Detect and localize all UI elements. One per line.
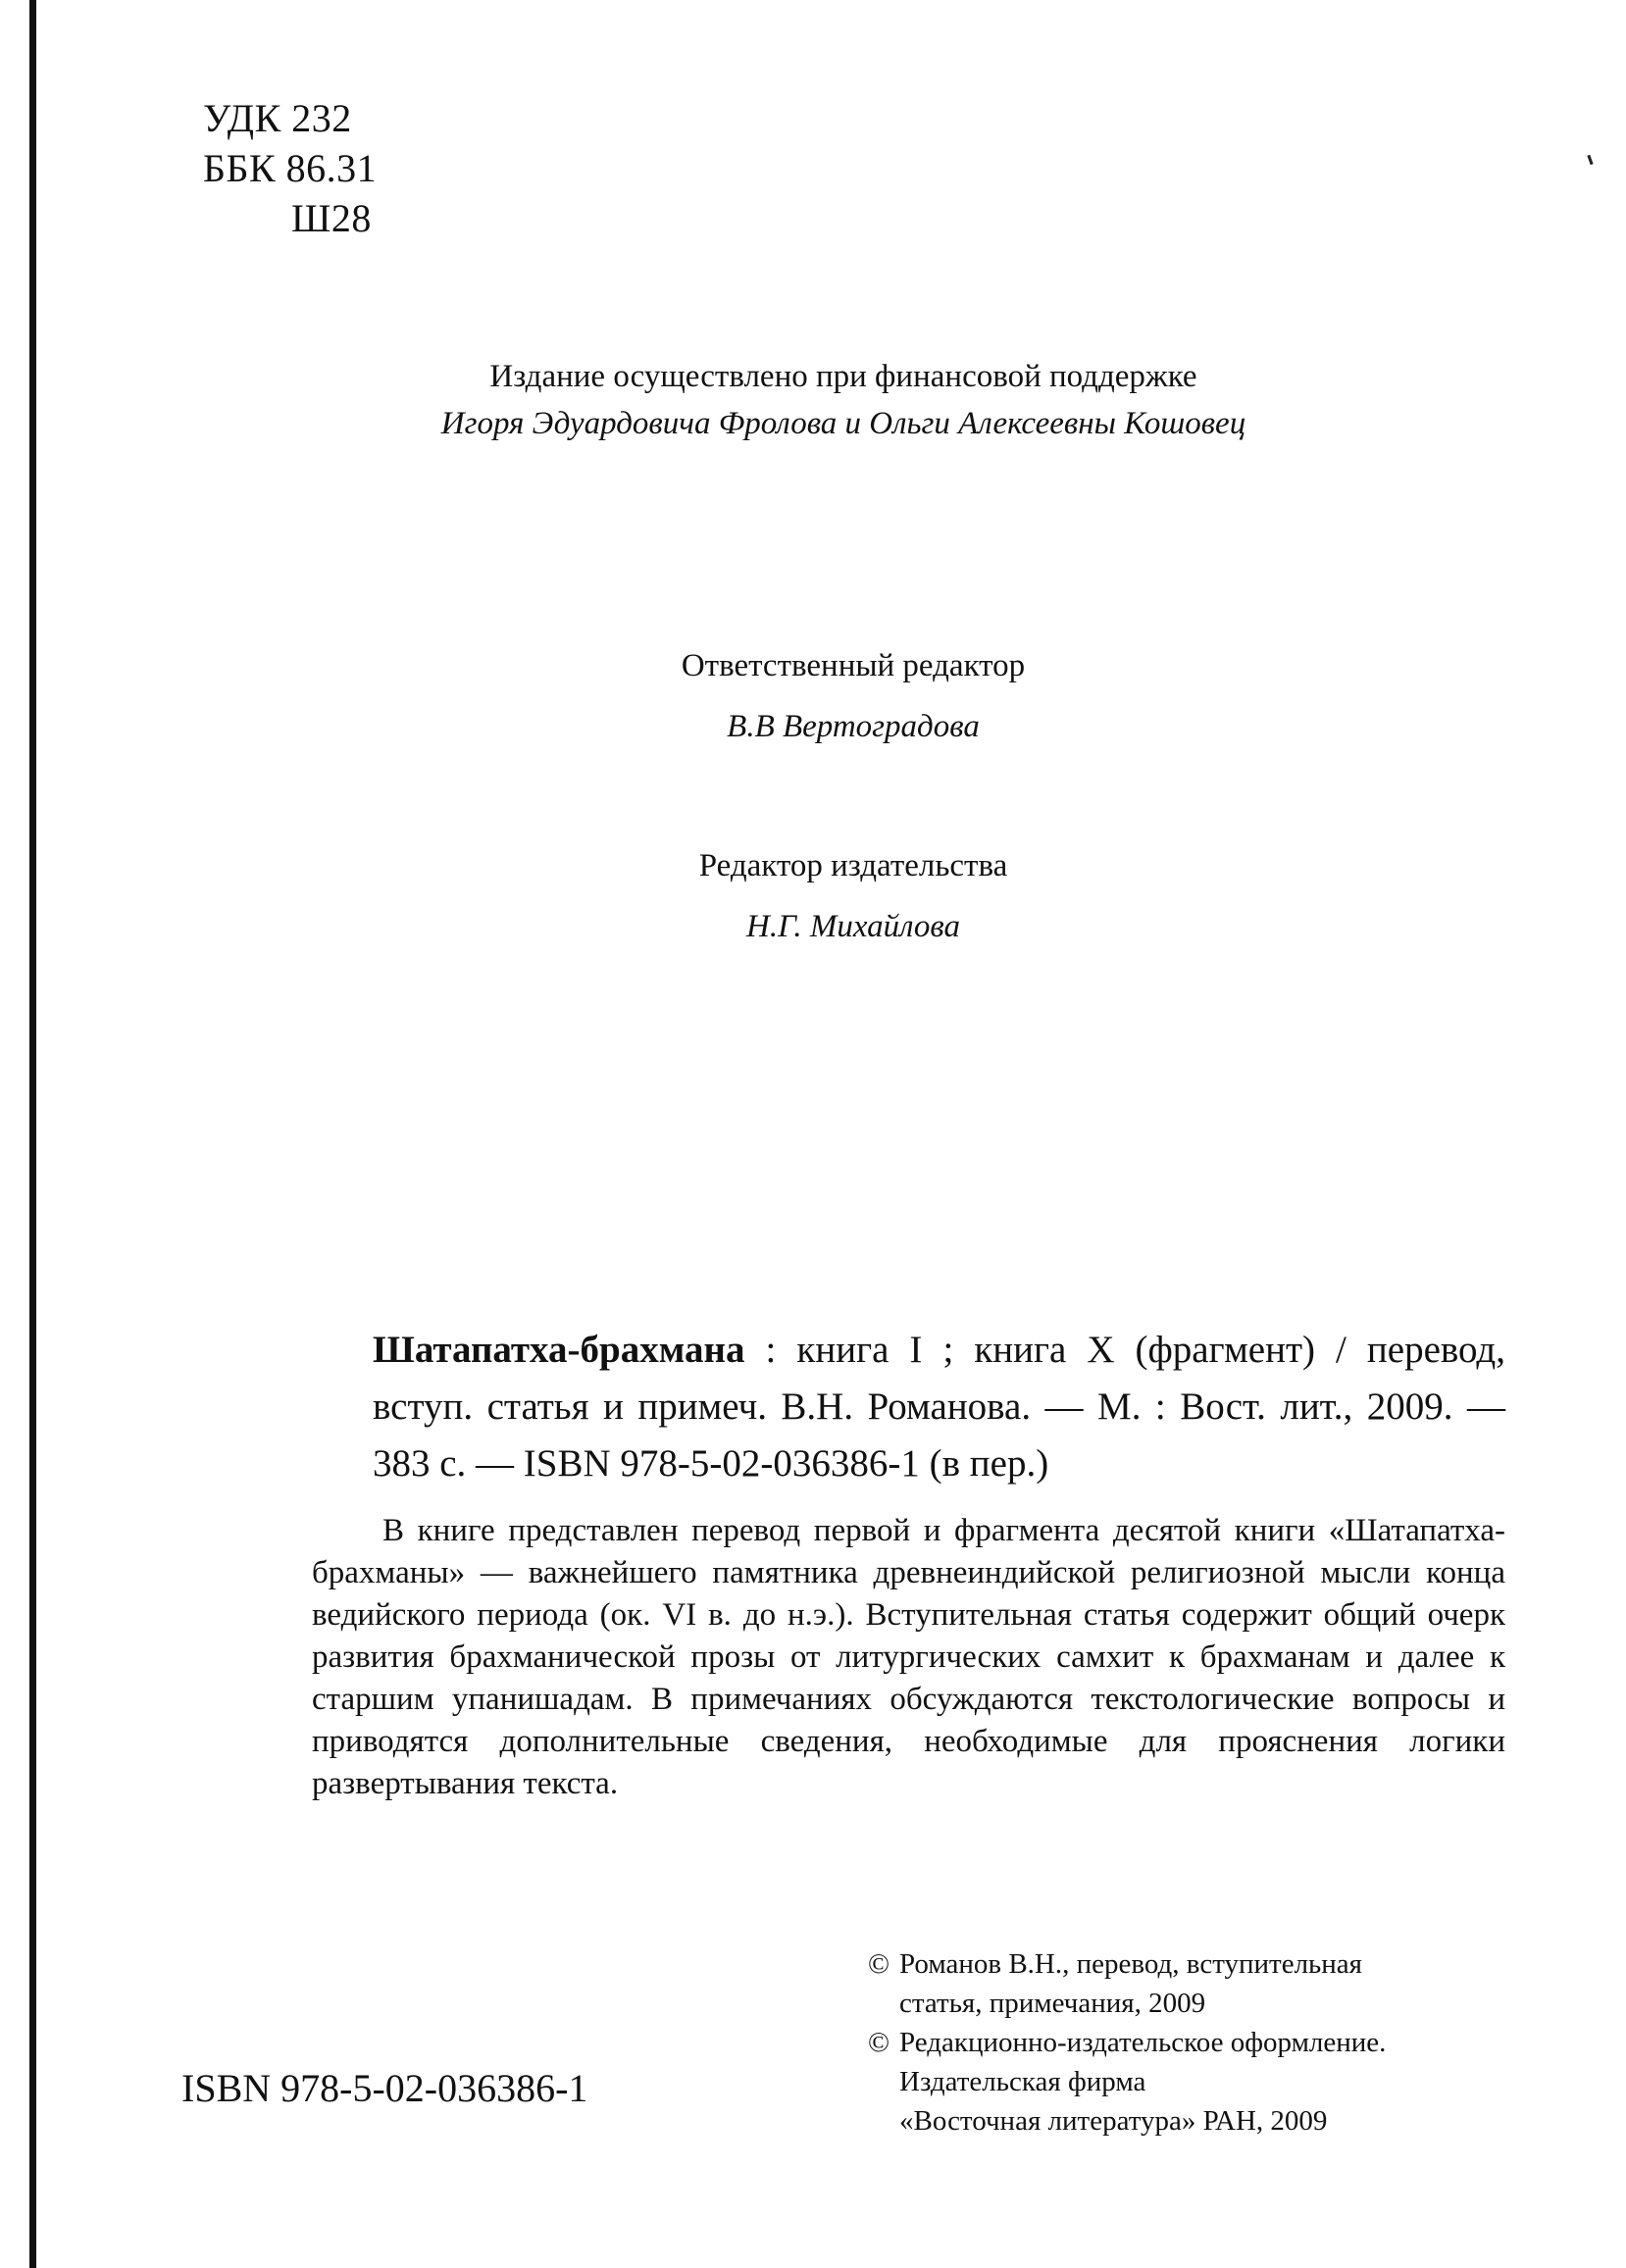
bibliographic-details: : книга I ; книга X (фрагмент) / перевод, вступ. статья и примеч. В.Н. Романова. — М. : Вост. лит., 2009. — 383 с. — ISBN 978-5-02-036386-1 (в пер.) xyxy=(373,1329,1505,1485)
udk-code: УДК 232 xyxy=(203,96,352,140)
editor-role: Редактор издательства xyxy=(698,848,1008,883)
copyright-block xyxy=(868,1944,1386,2141)
copyright-line: Издательская фирма xyxy=(899,2066,1146,2097)
book-title: Шатапатха-брахмана xyxy=(373,1329,745,1371)
copyright-entry xyxy=(868,2023,1386,2141)
copyright-line: статья, примечания, 2009 xyxy=(899,1988,1206,2019)
copyright-line: Редакционно-издательское оформление. xyxy=(899,2027,1387,2058)
copyright-entry xyxy=(868,1944,1386,2023)
page-edge xyxy=(29,0,36,2268)
publishing-editor xyxy=(510,835,1196,957)
bbk-code: ББК 86.31 xyxy=(203,146,378,190)
classification-block xyxy=(203,93,377,243)
bibliographic-record xyxy=(373,1322,1505,1492)
author-mark: Ш28 xyxy=(291,196,372,240)
abstract: В книге представлен перевод первой и фрагмента десятой книги «Шатапатха-брахманы» — важнейшего памятника древнеиндийской религиозной мысли конца ведийского периода (ок. VI в. до н.э.). Вступительная статья содержит общий очерк развития брахманической прозы от литургических самхит к брахманам и далее к старшим упанишадам. В примечаниях обсуждаются текстологические вопросы и приводятся дополнительные сведения, необходимые для прояснения логики развертывания текста. xyxy=(312,1513,1505,1801)
editor-name: Н.Г. Михайлова xyxy=(746,909,960,944)
editor-name: В.В Вертоградова xyxy=(727,709,980,744)
sponsor-line: Издание осуществлено при финансовой поддержке xyxy=(489,359,1197,394)
copyright-icon: © xyxy=(868,2027,890,2058)
isbn: ISBN 978-5-02-036386-1 xyxy=(181,2066,588,2110)
responsible-editor xyxy=(510,635,1196,757)
copyright-line: «Восточная литература» РАН, 2009 xyxy=(899,2105,1328,2137)
copyright-icon: © xyxy=(868,1948,890,1980)
copyright-line: Романов В.Н., перевод, вступительная xyxy=(899,1948,1363,1980)
scan-speck xyxy=(1587,155,1593,165)
editor-role: Ответственный редактор xyxy=(681,648,1026,683)
sponsor-names: Игоря Эдуардовича Фролова и Ольги Алексеевны Кошовец xyxy=(440,406,1246,441)
sponsor-note xyxy=(294,353,1393,447)
